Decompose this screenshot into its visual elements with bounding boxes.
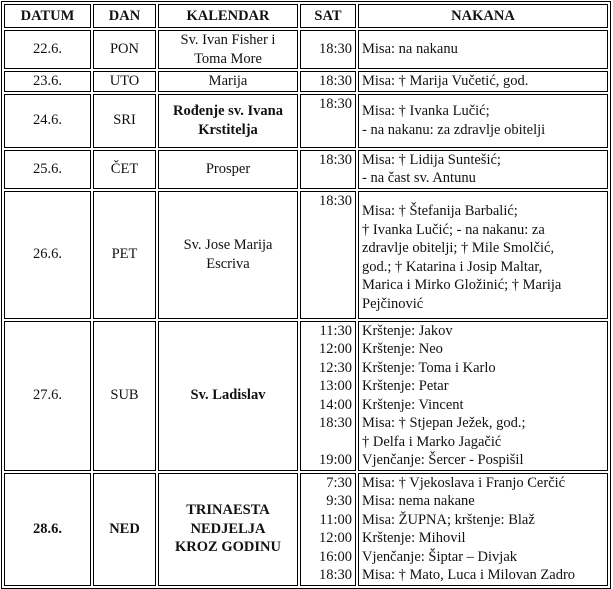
sat-cell (300, 150, 356, 189)
table-row (4, 150, 608, 189)
nakana-line: Misa: † Mato, Luca i Milovan Zadro (362, 567, 576, 583)
datum-cell: 26.6. (4, 191, 91, 319)
kalendar-line: Rođenje sv. Ivana (173, 103, 283, 119)
kalendar-cell (158, 30, 298, 69)
time-value: 18:30 (318, 95, 352, 112)
sat-cell (300, 473, 356, 586)
time-value: 18:30 (318, 73, 352, 89)
nakana-line: Vjenčanje: Šiptar – Divjak (362, 548, 518, 565)
kalendar-line: Sv. Ladislav (190, 387, 266, 404)
datum-cell: 25.6. (4, 150, 91, 189)
datum-cell: 24.6. (4, 94, 91, 148)
kalendar-line: KROZ GODINU (175, 539, 281, 556)
time-value: 12:30 (318, 359, 352, 376)
sat-cell (300, 30, 356, 69)
dan-cell: SRI (93, 94, 156, 148)
nakana-cell (358, 30, 608, 69)
nakana-line: Misa: † Ivanka Lučić; (362, 103, 490, 119)
nakana-line: zdravlje obitelji; † Mile Smolčić, (362, 240, 555, 256)
kalendar-cell (158, 150, 298, 189)
time-value: 14:00 (318, 396, 352, 413)
dan-cell: UTO (93, 71, 156, 92)
nakana-line: Misa: ŽUPNA; krštenje: Blaž (362, 511, 535, 528)
time-value: 18:30 (318, 151, 352, 168)
table-row (4, 321, 608, 471)
kalendar-cell (158, 473, 298, 586)
nakana-line: Krštenje: Toma i Karlo (362, 359, 496, 376)
header-row (4, 4, 608, 28)
header-nakana: NAKANA (358, 4, 608, 28)
time-value: 11:30 (319, 322, 352, 339)
datum-cell: 22.6. (4, 30, 91, 69)
nakana-line: Krštenje: Petar (362, 378, 449, 394)
datum-cell: 27.6. (4, 321, 91, 471)
time-value: 9:30 (326, 493, 352, 509)
nakana-line: Marica i Mirko Gložinić; † Marija (362, 277, 562, 293)
nakana-line: Pejčinović (362, 295, 424, 312)
datum-cell: 28.6. (4, 473, 91, 586)
dan-cell: PET (93, 191, 156, 319)
kalendar-line: Marija (208, 73, 248, 89)
dan-cell: SUB (93, 321, 156, 471)
nakana-line: † Delfa i Marko Jagačić (362, 433, 502, 450)
time-value: 18:30 (318, 41, 352, 58)
kalendar-cell (158, 191, 298, 319)
mass-schedule-table (1, 1, 611, 589)
sat-cell (300, 71, 356, 92)
nakana-line: Krštenje: Mihovil (362, 530, 466, 546)
nakana-line: - na nakanu: za zdravlje obitelji (362, 121, 546, 138)
time-value: 7:30 (326, 474, 352, 491)
header-dan: DAN (93, 4, 156, 28)
nakana-line: Krštenje: Vincent (362, 396, 464, 413)
kalendar-line: TRINAESTA (186, 502, 270, 519)
time-value: 12:00 (318, 530, 352, 546)
nakana-cell (358, 191, 608, 319)
dan-cell: NED (93, 473, 156, 586)
nakana-line: Vjenčanje: Šercer - Pospišil (362, 452, 524, 468)
kalendar-cell (158, 71, 298, 92)
sat-cell (300, 191, 356, 319)
kalendar-line: Prosper (205, 160, 251, 177)
nakana-line: god.; † Katarina i Josip Maltar, (362, 258, 543, 275)
nakana-line: † Ivanka Lučić; - na nakanu: za (362, 221, 545, 238)
nakana-line: Misa: † Marija Vučetić, god. (362, 73, 529, 89)
nakana-line: Misa: † Stjepan Ježek, god.; (362, 415, 526, 431)
nakana-line: Misa: nema nakane (362, 493, 475, 509)
kalendar-line: Sv. Jose Marija (183, 237, 273, 253)
datum-cell: 23.6. (4, 71, 91, 92)
nakana-cell (358, 71, 608, 92)
table-row (4, 191, 608, 319)
nakana-line: Krštenje: Jakov (362, 322, 453, 339)
nakana-line: Krštenje: Neo (362, 341, 443, 357)
nakana-cell (358, 94, 608, 148)
header-sat: SAT (300, 4, 356, 28)
time-value (304, 433, 352, 452)
kalendar-cell (158, 94, 298, 148)
table-row (4, 71, 608, 92)
nakana-line: Misa: † Vjekoslava i Franjo Cerčić (362, 474, 566, 491)
nakana-cell (358, 473, 608, 586)
header-datum: DATUM (4, 4, 91, 28)
time-value: 13:00 (318, 378, 352, 394)
time-value: 11:00 (319, 511, 352, 528)
time-value: 18:30 (318, 192, 352, 209)
time-value: 18:30 (318, 415, 352, 431)
kalendar-line: Sv. Ivan Fisher i (180, 32, 276, 48)
kalendar-line: NEDJELJA (190, 520, 266, 537)
time-value: 18:30 (318, 567, 352, 583)
nakana-line: Misa: † Štefanija Barbalić; (362, 203, 518, 219)
table-row (4, 30, 608, 69)
kalendar-line: Escriva (206, 255, 250, 272)
sat-cell (300, 321, 356, 471)
time-value: 19:00 (318, 452, 352, 468)
kalendar-line: Krstitelja (198, 121, 258, 138)
kalendar-line: Toma More (194, 50, 262, 67)
table-row (4, 473, 608, 586)
nakana-cell (358, 150, 608, 189)
time-value: 16:00 (318, 548, 352, 565)
kalendar-cell (158, 321, 298, 471)
nakana-cell (358, 321, 608, 471)
sat-cell (300, 94, 356, 148)
nakana-line: - na čast sv. Antunu (362, 170, 476, 186)
header-kalendar: KALENDAR (158, 4, 298, 28)
time-value: 12:00 (318, 341, 352, 357)
dan-cell: ČET (93, 150, 156, 189)
table-row (4, 94, 608, 148)
nakana-line: Misa: na nakanu (362, 41, 458, 58)
dan-cell: PON (93, 30, 156, 69)
nakana-line: Misa: † Lidija Suntešić; (362, 151, 501, 168)
